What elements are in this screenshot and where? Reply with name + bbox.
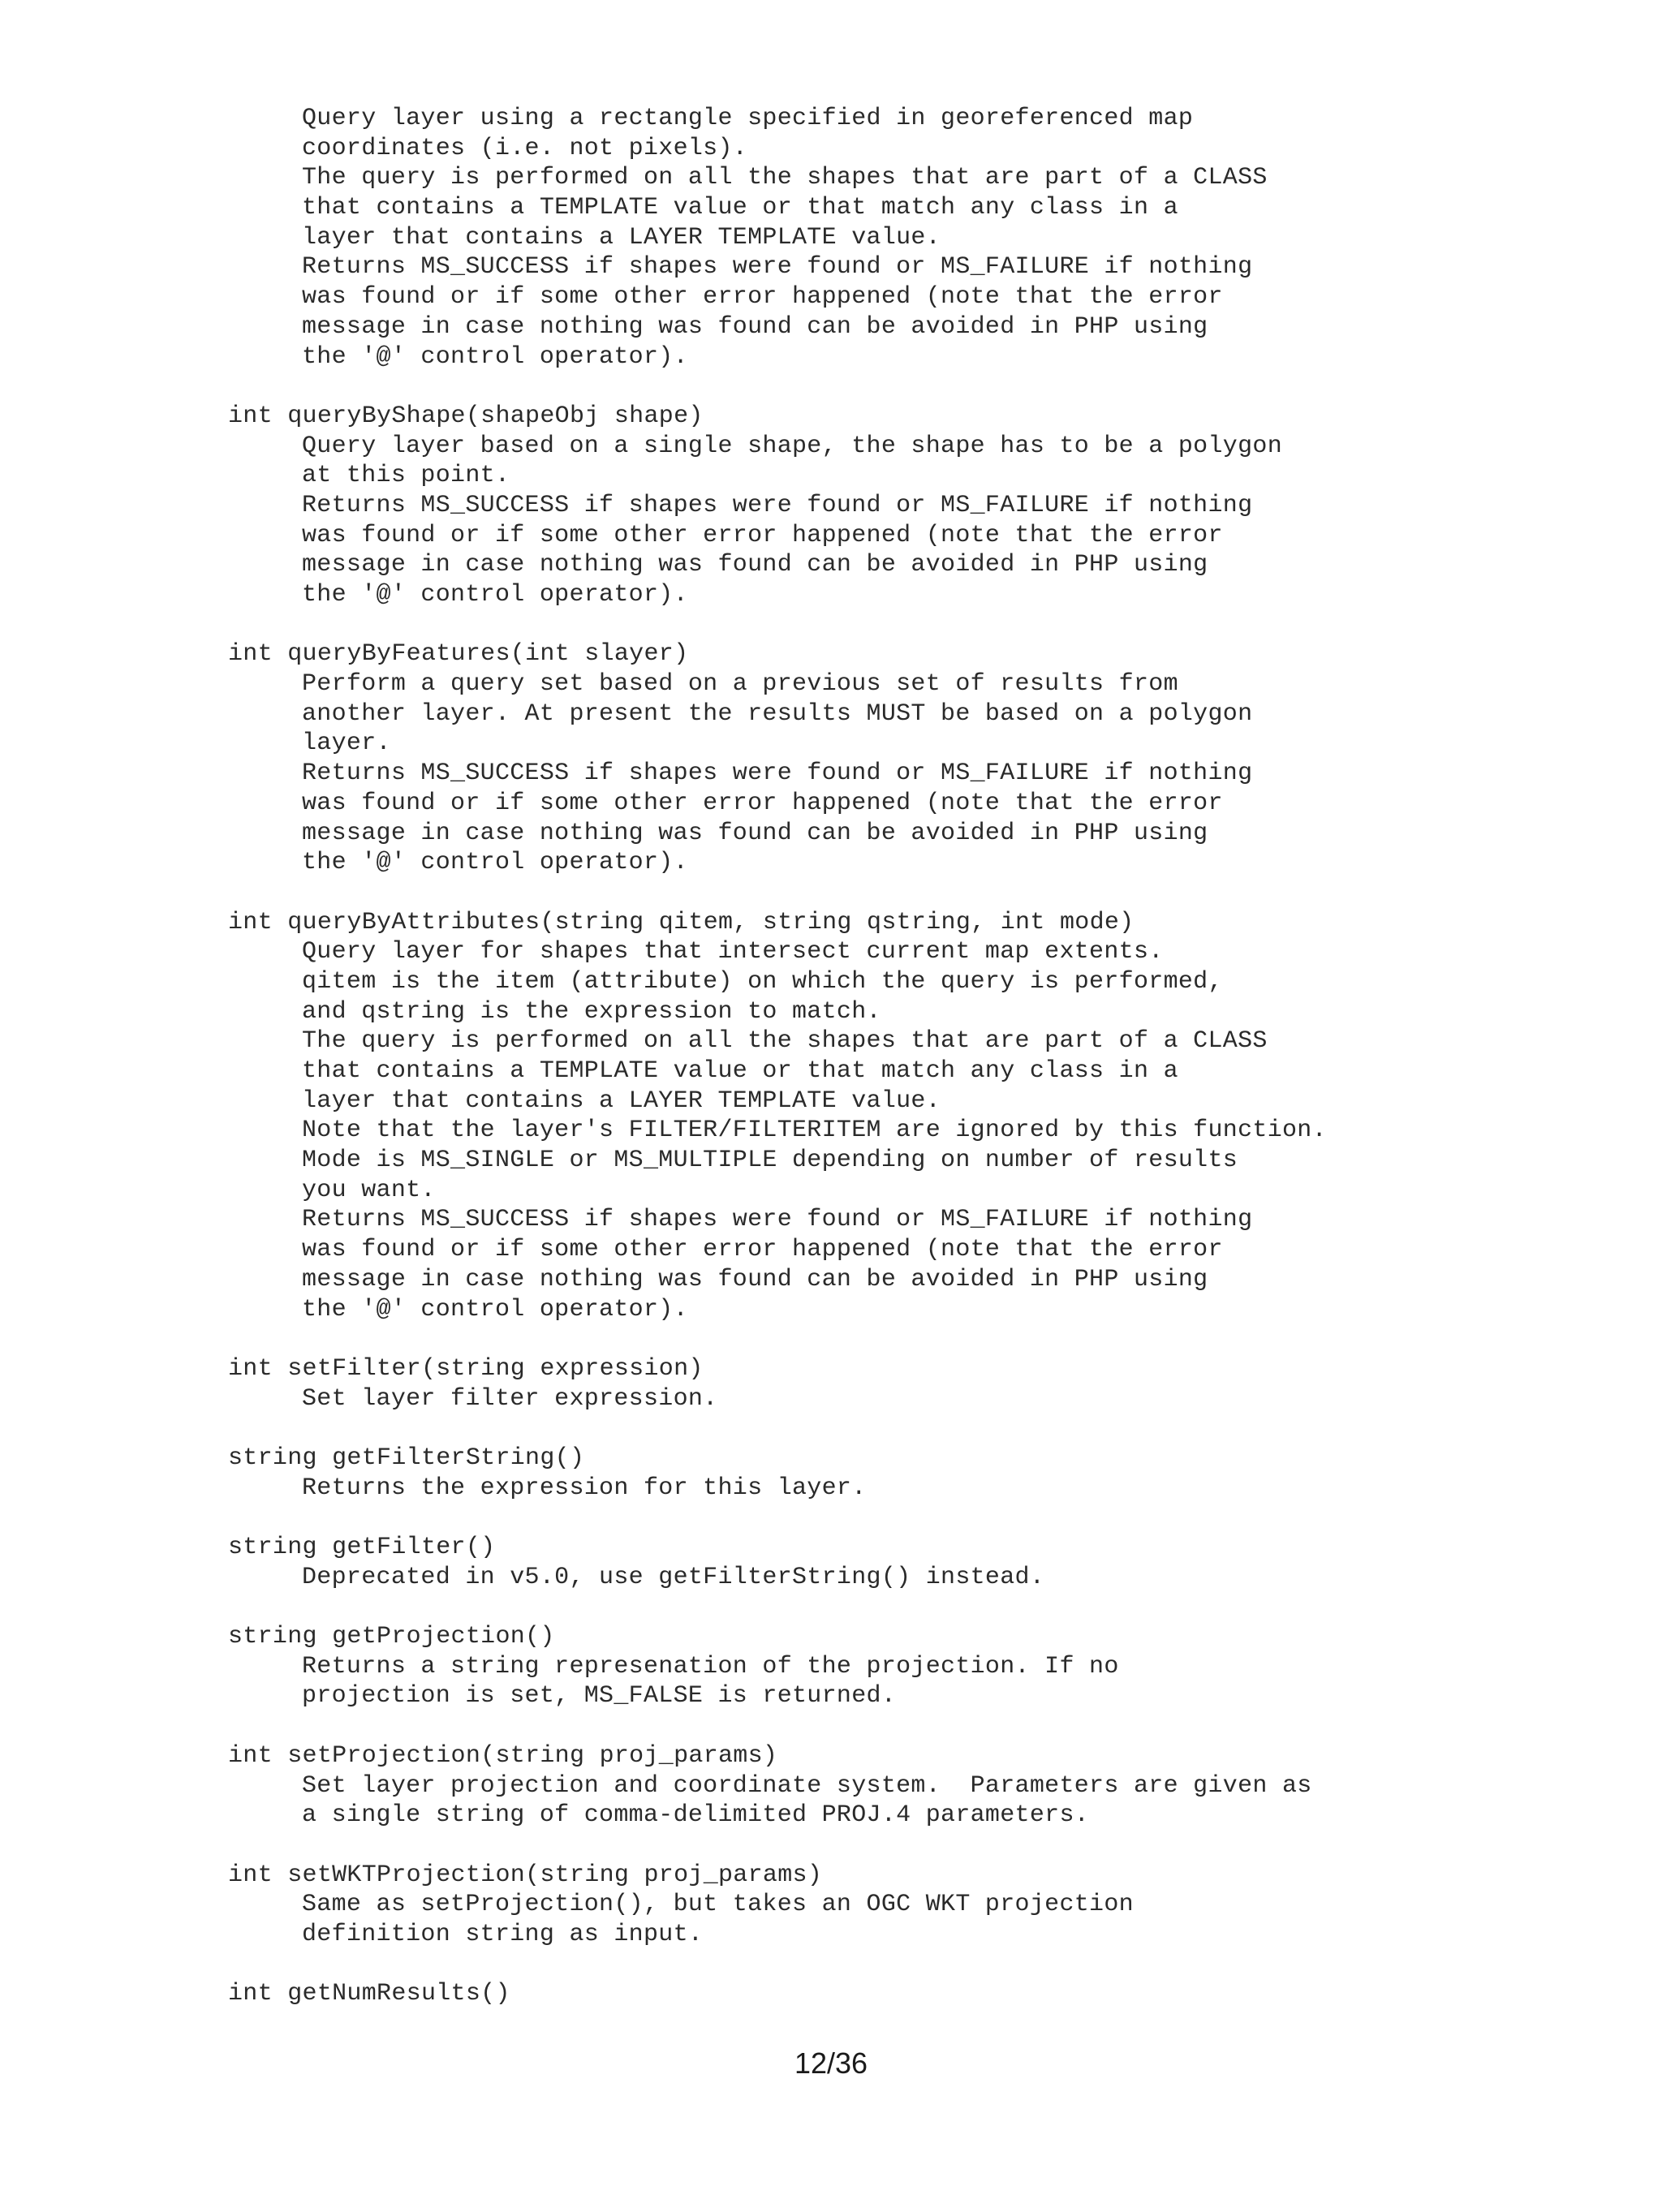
blank-line — [0, 1414, 1662, 1444]
description-line: definition string as input. — [302, 1920, 704, 1948]
blank-line — [0, 1324, 1662, 1354]
method-signature: int setProjection(string proj_params) — [228, 1741, 778, 1770]
description-line: another layer. At present the results MUST be based on a polygon — [302, 699, 1253, 728]
document-body — [0, 104, 1662, 2009]
description-line: the '@' control operator). — [302, 849, 688, 877]
description-line: Returns MS_SUCCESS if shapes were found or MS_FAILURE if nothing — [302, 760, 1253, 788]
description-line: Returns a string represenation of the projection. If no — [302, 1652, 1119, 1681]
description-line: Returns the expression for this layer. — [302, 1474, 867, 1502]
blank-line — [0, 372, 1662, 402]
description-line: message in case nothing was found can be avoided in PHP using — [302, 819, 1208, 847]
description-line: Returns MS_SUCCESS if shapes were found or MS_FAILURE if nothing — [302, 491, 1253, 519]
method-signature: int queryByShape(shapeObj shape) — [228, 402, 704, 430]
blank-line — [0, 1592, 1662, 1622]
description-line: The query is performed on all the shapes that are part of a CLASS — [302, 1027, 1268, 1056]
description-line: that contains a TEMPLATE value or that match any class in a — [302, 194, 1178, 222]
description-line: message in case nothing was found can be avoided in PHP using — [302, 1265, 1208, 1293]
blank-line — [0, 1503, 1662, 1533]
description-line: the '@' control operator). — [302, 342, 688, 371]
description-line: qitem is the item (attribute) on which the query is performed, — [302, 967, 1223, 996]
description-line: layer that contains a LAYER TEMPLATE value. — [302, 1087, 941, 1115]
description-line: Set layer filter expression. — [302, 1384, 718, 1413]
method-signature: int getNumResults() — [228, 1980, 510, 2008]
method-signature: int setFilter(string expression) — [228, 1354, 704, 1383]
description-line: Returns MS_SUCCESS if shapes were found or MS_FAILURE if nothing — [302, 253, 1253, 282]
description-line: was found or if some other error happened (note that the error — [302, 283, 1223, 312]
page-number: 12/36 — [794, 2046, 868, 2080]
method-signature: int setWKTProjection(string proj_params) — [228, 1861, 823, 1889]
description-line: layer. — [302, 729, 391, 758]
method-signature: int queryByFeatures(int slayer) — [228, 640, 689, 669]
description-line: was found or if some other error happened (note that the error — [302, 521, 1223, 549]
blank-line — [0, 610, 1662, 640]
description-line: layer that contains a LAYER TEMPLATE value. — [302, 223, 941, 252]
method-signature: int queryByAttributes(string qitem, string qstring, int mode) — [228, 908, 1135, 936]
description-line: Query layer based on a single shape, the shape has to be a polygon — [302, 432, 1282, 460]
description-line: Query layer for shapes that intersect current map extents. — [302, 938, 1164, 966]
description-line: that contains a TEMPLATE value or that match any class in a — [302, 1057, 1178, 1085]
blank-line — [0, 1831, 1662, 1861]
description-line: was found or if some other error happened (note that the error — [302, 1236, 1223, 1264]
description-line: at this point. — [302, 462, 510, 490]
description-line: Note that the layer's FILTER/FILTERITEM are ignored by this function. — [302, 1117, 1327, 1145]
description-line: Set layer projection and coordinate system. Parameters are given as — [302, 1771, 1312, 1800]
description-line: was found or if some other error happened (note that the error — [302, 789, 1223, 817]
description-line: Mode is MS_SINGLE or MS_MULTIPLE depending on number of results — [302, 1147, 1238, 1175]
description-line: message in case nothing was found can be avoided in PHP using — [302, 312, 1208, 341]
method-signature: string getProjection() — [228, 1623, 555, 1651]
description-line: projection is set, MS_FALSE is returned. — [302, 1682, 897, 1711]
description-line: message in case nothing was found can be avoided in PHP using — [302, 551, 1208, 579]
description-line: Perform a query set based on a previous set of results from — [302, 670, 1178, 699]
description-line: Returns MS_SUCCESS if shapes were found or MS_FAILURE if nothing — [302, 1206, 1253, 1234]
description-line: Query layer using a rectangle specified in georeferenced map — [302, 105, 1194, 132]
method-signature: string getFilterString() — [228, 1444, 585, 1472]
blank-line — [0, 878, 1662, 908]
description-line: you want. — [302, 1176, 436, 1204]
blank-line — [0, 1711, 1662, 1741]
method-signature: string getFilter() — [228, 1534, 496, 1561]
description-line: a single string of comma-delimited PROJ.4 parameters. — [302, 1801, 1090, 1830]
description-line: coordinates (i.e. not pixels). — [302, 134, 748, 162]
description-line: Same as setProjection(), but takes an OGC WKT projection — [302, 1891, 1134, 1919]
blank-line — [0, 1950, 1662, 1980]
description-line: Deprecated in v5.0, use getFilterString() instead. — [302, 1563, 1045, 1591]
description-line: The query is performed on all the shapes that are part of a CLASS — [302, 164, 1268, 192]
description-line: the '@' control operator). — [302, 581, 688, 609]
description-line: the '@' control operator). — [302, 1295, 688, 1323]
description-line: and qstring is the expression to match. — [302, 997, 881, 1026]
